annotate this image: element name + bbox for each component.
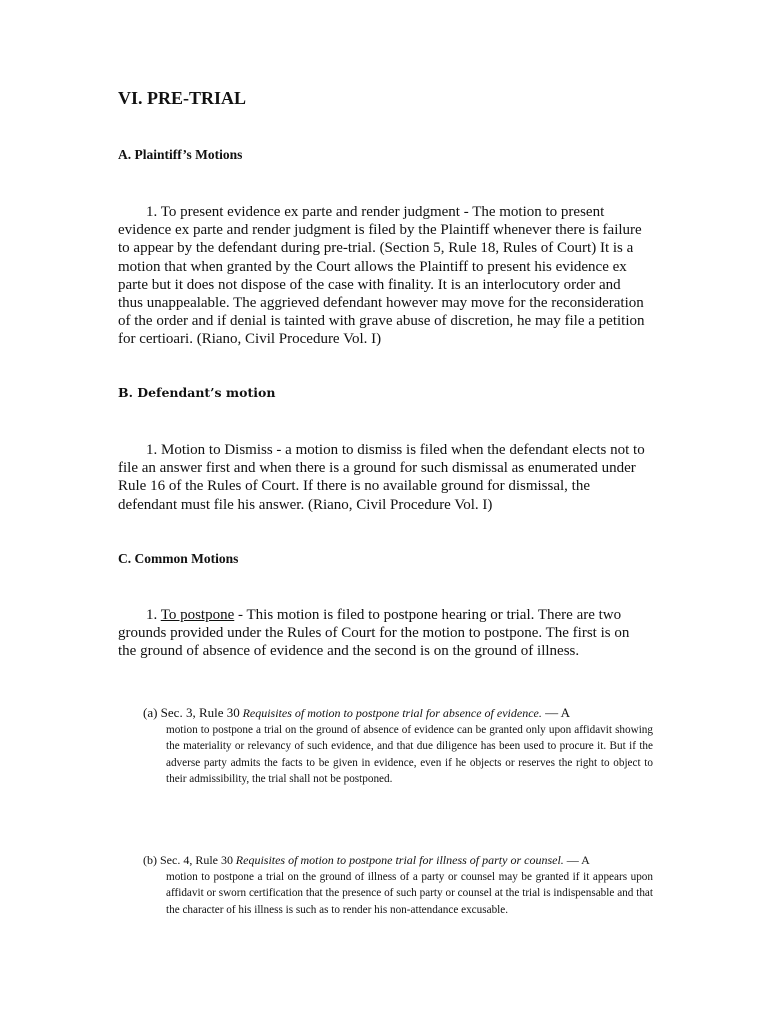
paragraph-text: To present evidence ex parte and render judgment - The motion to present evidence ex parte and render judgment is filed by the Plaintiff whenever there is failure to appear by the defendant during pre-trial. (Section 5, Rule 18, Rules of Court) It is a motion that when granted by the Court allows the Plaintiff to present his evidence ex parte but it does not dispose of the case with finality. It is an interlocutory order and thus unappealable. The aggrieved defendant however may move for the reconsideration of the order and if denial is tainted with grave abuse of discretion, he may file a petition for certioari. (Riano, Civil Procedure Vol. I) [118, 204, 645, 348]
section-a-paragraph-1 [118, 203, 648, 349]
to-postpone-term: To postpone [160, 607, 235, 623]
block-body: motion to postpone a trial on the ground of illness of a party or counsel may be granted if it appears upon affidavit or sworn certification that the presence of such party or counsel at the trial is indispensable and that the character of his illness is such as to render his non-attendance excusable. [166, 871, 653, 916]
block-reference: (a) Sec. 3, Rule 30 [143, 705, 240, 720]
paragraph-text: - This motion is filed to postpone hearing or trial. There are two grounds provided under the Rules of Court for the motion to postpone. The first is on the ground of absence of evidence and the second is on the ground of illness. [118, 607, 630, 660]
section-c-heading: C. Common Motions [118, 551, 239, 566]
paragraph-text: Motion to Dismiss - a motion to dismiss is filed when the defendant elects not to file an answer first and when there is a ground for such dismissal as enumerated under Rule 16 of the Rules of Court. If there is no available ground for dismissal, the defendant must file his answer. (Riano, Civil Procedure Vol. I) [118, 442, 645, 513]
section-c-paragraph-1 [118, 606, 648, 661]
page-title: VI. PRE-TRIAL [118, 88, 247, 108]
block-dash: — A [541, 705, 571, 720]
section-b-heading: B. Defendant’s motion [118, 385, 276, 400]
rule-30-sec-4-block [143, 852, 653, 918]
rule-30-sec-3-block [143, 705, 653, 787]
section-b-paragraph-1 [118, 441, 648, 514]
section-a-heading: A. Plaintiff’s Motions [118, 147, 243, 162]
paragraph-number: 1. [146, 607, 158, 623]
block-title: Requisites of motion to postpone trial for illness of party or counsel. [235, 853, 564, 867]
block-body: motion to postpone a trial on the ground of absence of evidence can be granted only upon affidavit showing the materiality or relevancy of such evidence, and that due diligence has been used to procure it. But if the adverse party admits the facts to be given in evidence, even if he objects or reserves the right to object to their admissibility, the trial shall not be postponed. [166, 724, 653, 785]
block-title: Requisites of motion to postpone trial for absence of evidence. [242, 706, 542, 720]
block-dash: — A [563, 853, 590, 867]
paragraph-number: 1. [146, 442, 158, 458]
block-reference: (b) Sec. 4, Rule 30 [143, 853, 233, 867]
paragraph-number: 1. [146, 204, 158, 220]
